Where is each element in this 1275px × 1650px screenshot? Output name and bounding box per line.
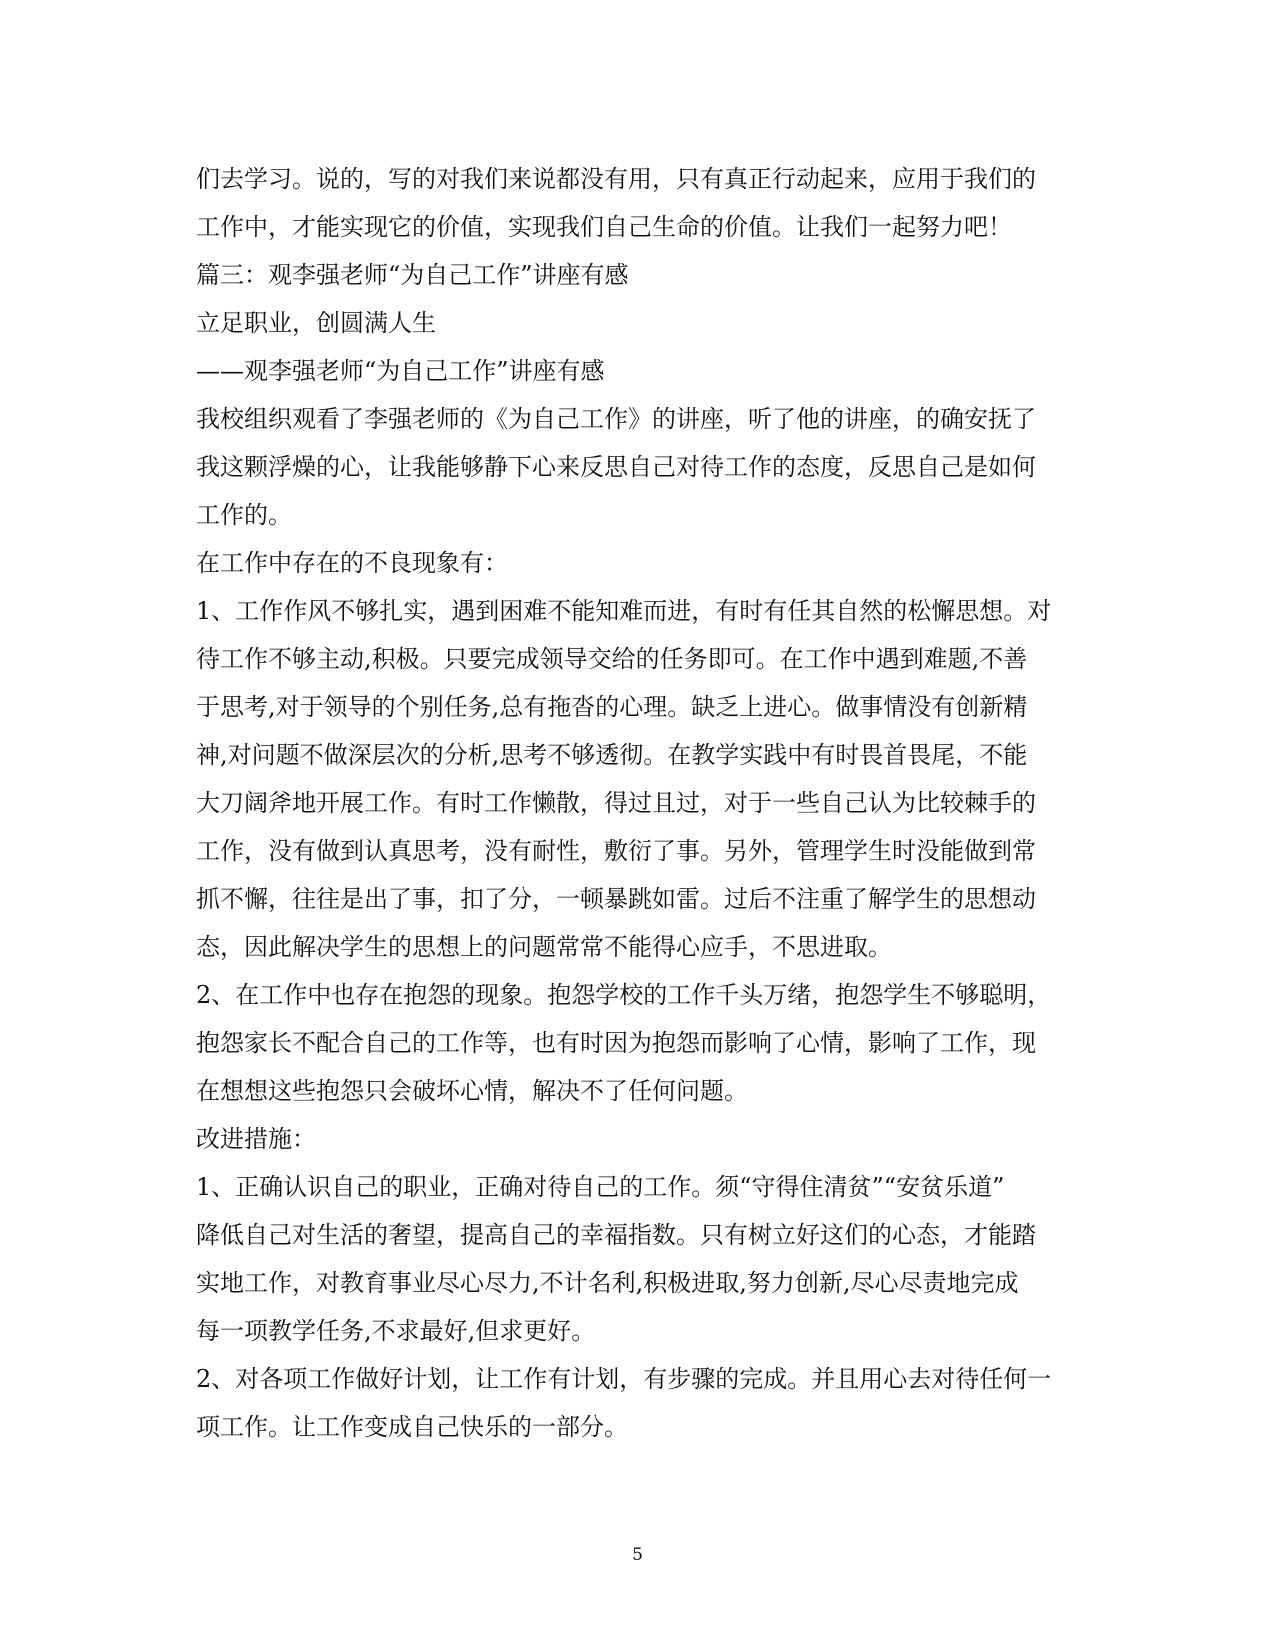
text-line: 工作的。	[196, 501, 292, 529]
text-line: 在想想这些抱怨只会破坏心情，解决不了任何问题。	[196, 1077, 748, 1105]
text-line: 态，因此解决学生的思想上的问题常常不能得心应手，不思进取。	[196, 933, 892, 961]
text-line: 待工作不够主动,积极。只要完成领导交给的任务即可。在工作中遇到难题,不善	[196, 645, 1028, 673]
page-number: 5	[632, 1545, 643, 1565]
article-title: 立足职业，创圆满人生	[196, 309, 436, 337]
text-line: 大刀阔斧地开展工作。有时工作懒散，得过且过，对于一些自己认为比较棘手的	[196, 789, 1036, 817]
text-line: 于思考,对于领导的个别任务,总有拖沓的心理。缺乏上进心。做事情没有创新精	[196, 693, 1028, 721]
text-line: 1、正确认识自己的职业，正确对待自己的工作。须“守得住清贫”“安贫乐道”	[196, 1173, 1005, 1201]
text-line: 2、对各项工作做好计划，让工作有计划，有步骤的完成。并且用心去对待任何一	[196, 1365, 1052, 1393]
text-line: 2、在工作中也存在抱怨的现象。抱怨学校的工作千头万绪，抱怨学生不够聪明，	[196, 981, 1052, 1009]
text-line: 1、工作作风不够扎实，遇到困难不能知难而进，有时有任其自然的松懈思想。对	[196, 597, 1052, 625]
text-line: 降低自己对生活的奢望，提高自己的幸福指数。只有树立好这们的心态，才能踏	[196, 1221, 1036, 1249]
text-line: 实地工作，对教育事业尽心尽力,不计名利,积极进取,努力创新,尽心尽责地完成	[196, 1269, 1019, 1297]
text-line: 在工作中存在的不良现象有：	[196, 549, 508, 577]
text-line: 们去学习。说的，写的对我们来说都没有用，只有真正行动起来，应用于我们的	[196, 165, 1036, 193]
text-line: 每一项教学任务,不求最好,但求更好。	[196, 1317, 596, 1345]
text-line: 我校组织观看了李强老师的《为自己工作》的讲座，听了他的讲座，的确安抚了	[196, 405, 1036, 433]
text-line: 改进措施：	[196, 1125, 316, 1153]
text-line: 我这颗浮燥的心，让我能够静下心来反思自己对待工作的态度，反思自己是如何	[196, 453, 1036, 481]
text-line: 工作，没有做到认真思考，没有耐性，敷衍了事。另外，管理学生时没能做到常	[196, 837, 1036, 865]
text-line: 神,对问题不做深层次的分析,思考不够透彻。在教学实践中有时畏首畏尾，不能	[196, 741, 1028, 769]
section-heading: 篇三：观李强老师“为自己工作”讲座有感	[196, 261, 629, 289]
text-line: 抓不懈，往往是出了事，扣了分，一顿暴跳如雷。过后不注重了解学生的思想动	[196, 885, 1036, 913]
body-text	[196, 155, 1076, 1451]
article-subtitle: ——观李强老师“为自己工作”讲座有感	[196, 357, 605, 385]
text-line: 抱怨家长不配合自己的工作等，也有时因为抱怨而影响了心情，影响了工作，现	[196, 1029, 1036, 1057]
text-line: 项工作。让工作变成自己快乐的一部分。	[196, 1413, 628, 1441]
text-line: 工作中，才能实现它的价值，实现我们自己生命的价值。让我们一起努力吧！	[196, 213, 1012, 241]
